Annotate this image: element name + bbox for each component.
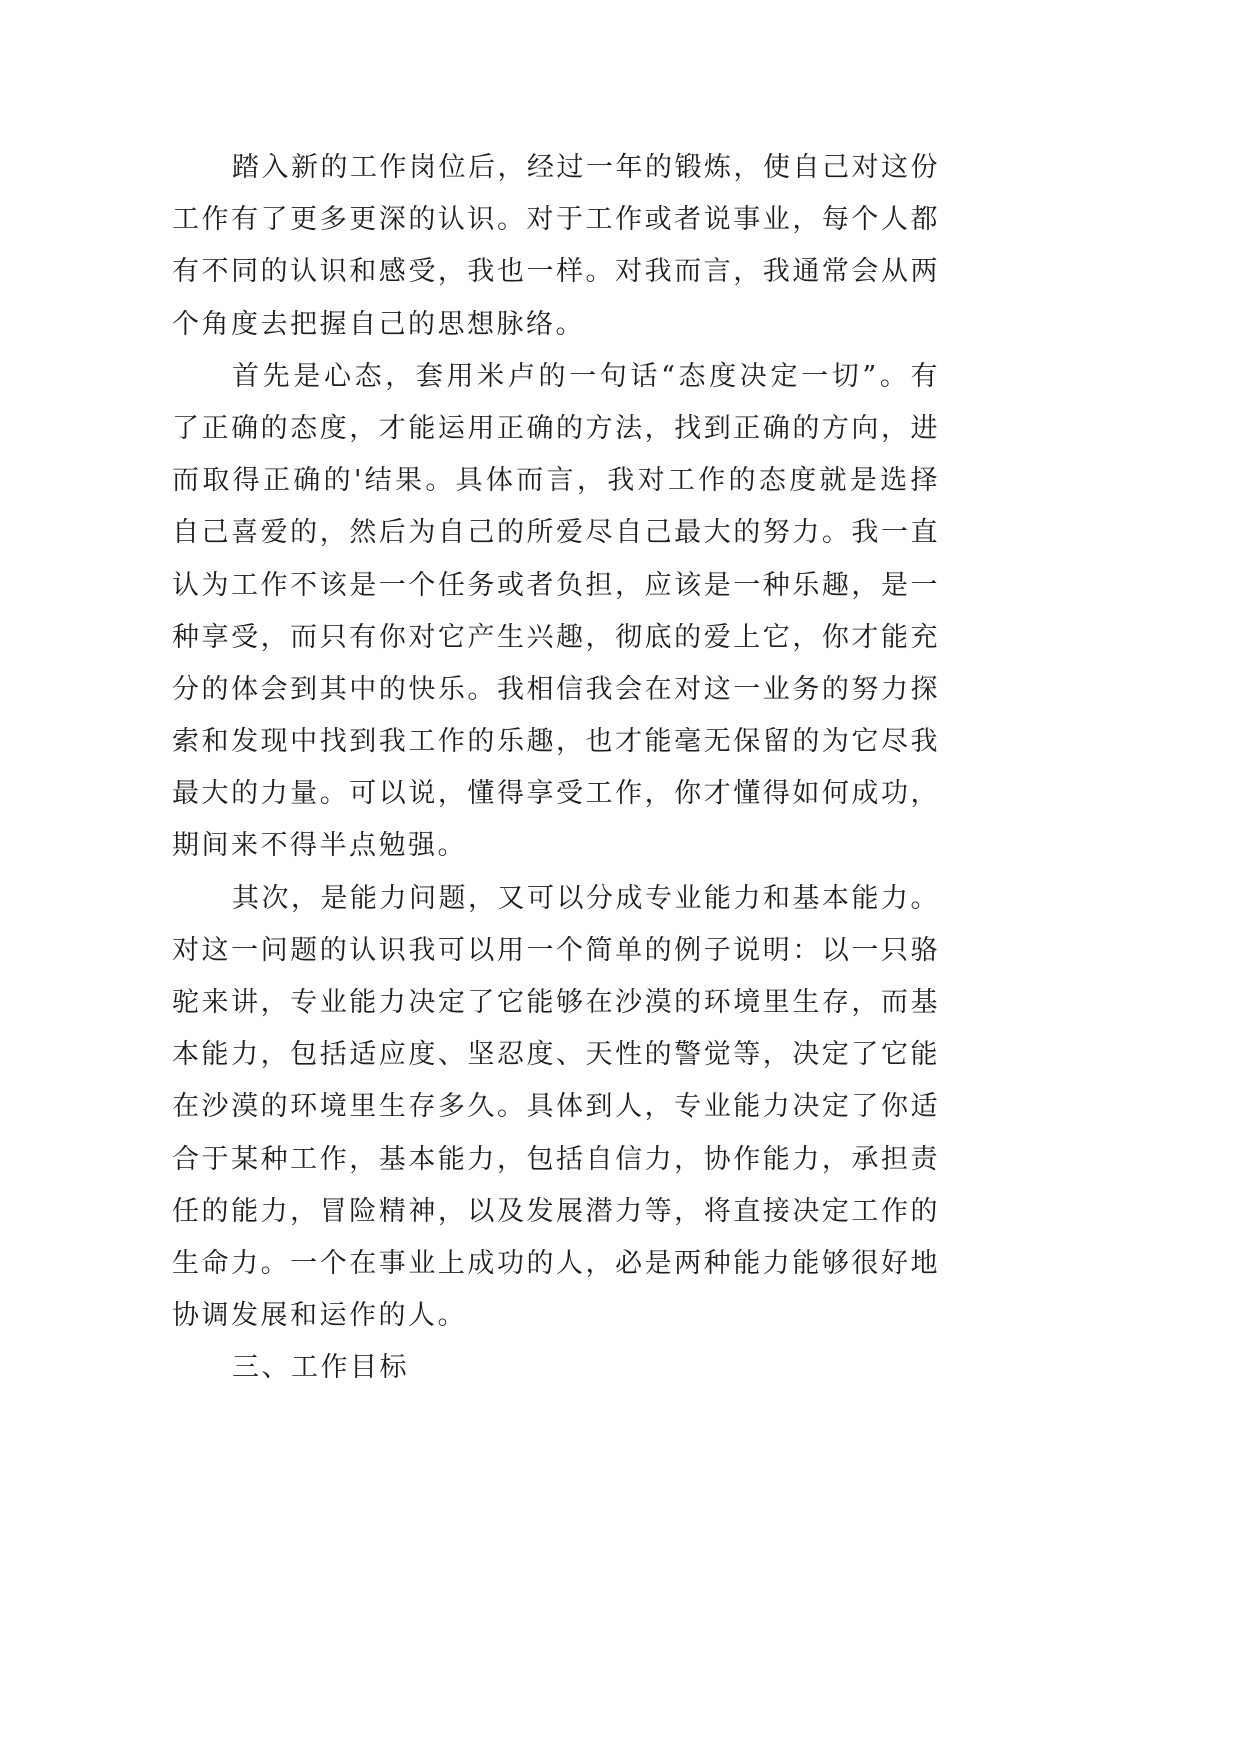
text-line: 而取得正确的'结果。具体而言，我对工作的态度就是选择 [172,465,938,497]
text-line: 任的能力，冒险精神，以及发展潜力等，将直接决定工作的 [172,1195,938,1227]
paragraph-3 [172,873,938,1343]
section-heading: 三、工作目标 [232,1352,409,1384]
text-line: 生命力。一个在事业上成功的人，必是两种能力能够很好地 [172,1247,938,1279]
text-line: 认为工作不该是一个任务或者负担，应该是一种乐趣，是一 [172,569,938,601]
text-line: 个角度去把握自己的思想脉络。 [172,308,585,340]
text-line: 工作有了更多更深的认识。对于工作或者说事业，每个人都 [172,204,938,236]
text-line: 自己喜爱的，然后为自己的所爱尽自己最大的努力。我一直 [172,517,938,549]
document-body [172,142,938,1395]
text-line: 种享受，而只有你对它产生兴趣，彻底的爱上它，你才能充 [172,621,938,653]
text-line: 首先是心态，套用米卢的一句话“态度决定一切”。有 [232,360,938,392]
text-line: 踏入新的工作岗位后，经过一年的锻炼，使自己对这份 [232,152,938,183]
text-line: 合于某种工作，基本能力，包括自信力，协作能力，承担责 [172,1143,938,1175]
text-line: 了正确的态度，才能运用正确的方法，找到正确的方向，进 [172,412,938,444]
text-line: 协调发展和运作的人。 [172,1300,467,1332]
text-line: 在沙漠的环境里生存多久。具体到人，专业能力决定了你适 [172,1091,938,1123]
section-heading-block [172,1342,938,1394]
paragraph-1 [172,142,938,351]
text-line: 分的体会到其中的快乐。我相信我会在对这一业务的努力探 [172,673,938,705]
text-line: 本能力，包括适应度、坚忍度、天性的警觉等，决定了它能 [172,1039,938,1071]
text-line: 索和发现中找到我工作的乐趣，也才能毫无保留的为它尽我 [172,726,938,758]
text-line: 有不同的认识和感受，我也一样。对我而言，我通常会从两 [172,256,938,288]
text-line: 期间来不得半点勉强。 [172,830,467,862]
text-line: 驼来讲，专业能力决定了它能够在沙漠的环境里生存，而基 [172,987,938,1018]
text-line: 对这一问题的认识我可以用一个简单的例子说明：以一只骆 [172,934,938,966]
text-line: 其次，是能力问题，又可以分成专业能力和基本能力。 [232,882,938,914]
text-line: 最大的力量。可以说，懂得享受工作，你才懂得如何成功， [172,778,938,810]
paragraph-2 [172,351,938,873]
